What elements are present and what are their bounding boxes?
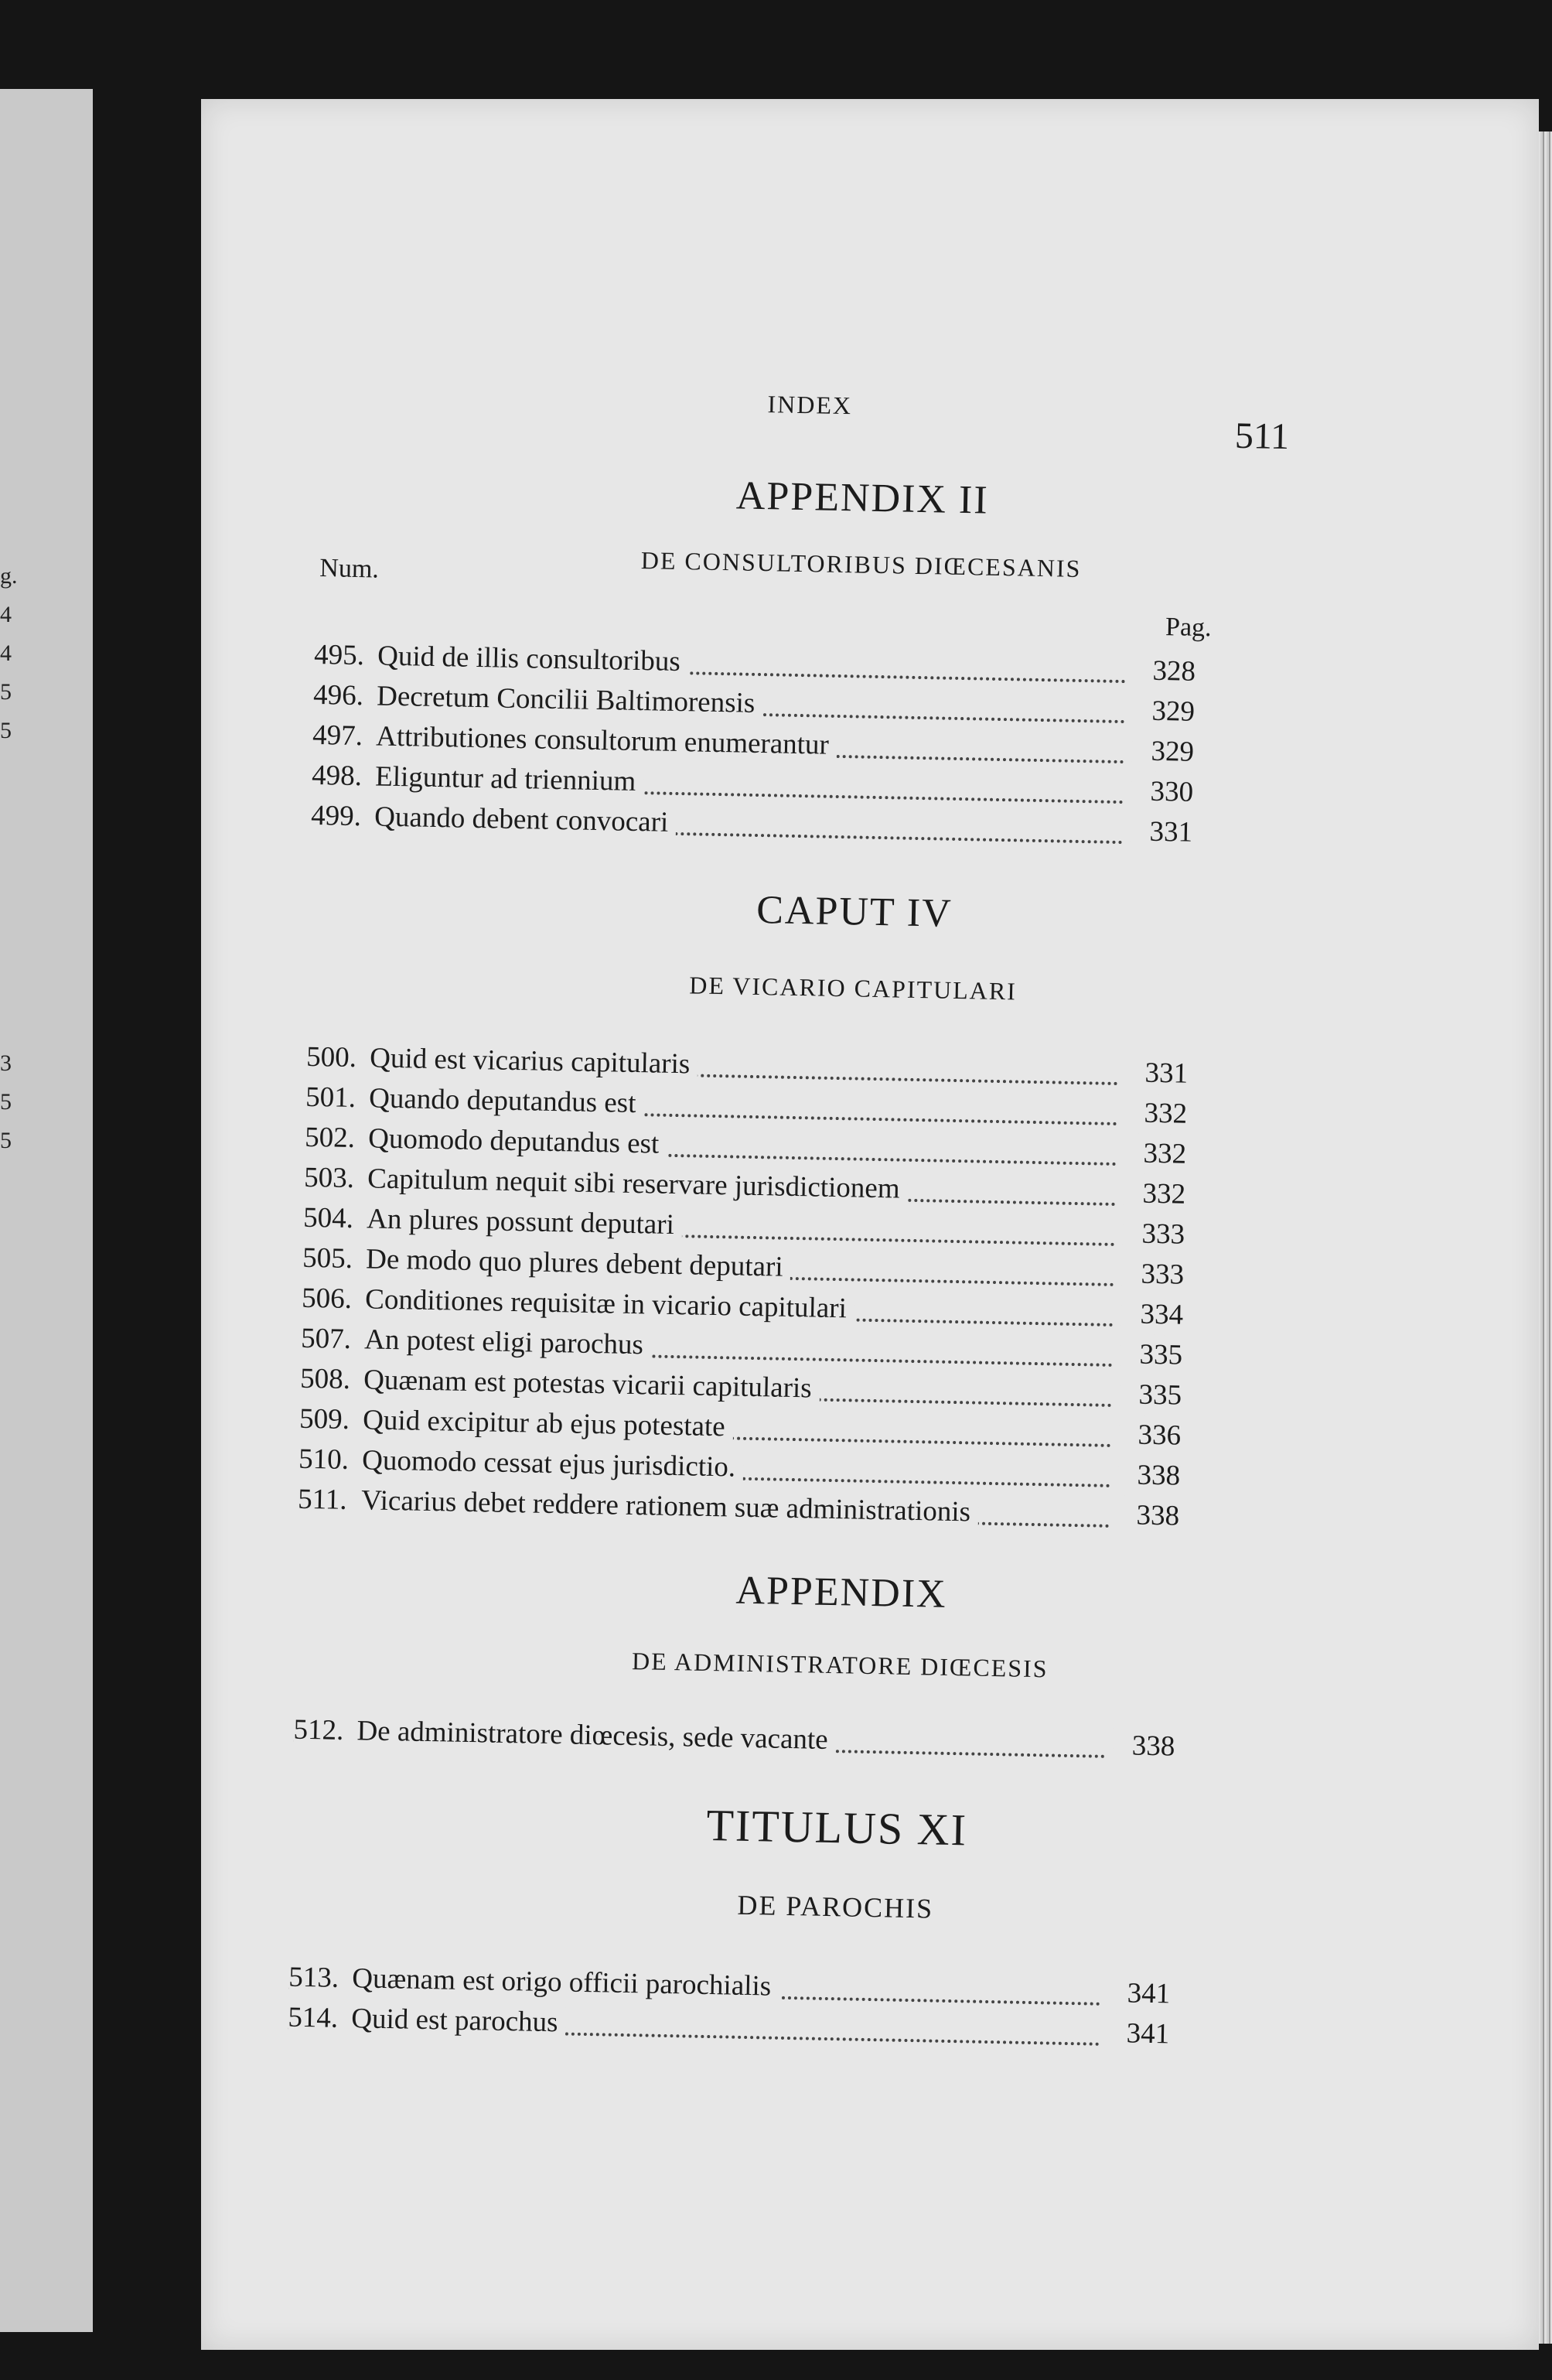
section-heading: APPENDIX bbox=[735, 1568, 948, 1617]
entry-title: Quomodo cessat ejus jurisdictio. bbox=[361, 1444, 736, 1484]
entry-page: 335 bbox=[1120, 1374, 1182, 1416]
entry-number: 504. bbox=[302, 1201, 354, 1235]
entry-number: 498. bbox=[311, 759, 363, 793]
page-number: 511 bbox=[1234, 415, 1290, 458]
entry-page: 335 bbox=[1121, 1334, 1183, 1376]
entry-number: 512. bbox=[293, 1713, 344, 1747]
entry-title: Quando deputandus est bbox=[368, 1082, 636, 1120]
entry-title: Quomodo deputandus est bbox=[367, 1122, 660, 1160]
facing-page-edge bbox=[0, 89, 93, 2332]
entry-page: 336 bbox=[1119, 1415, 1182, 1456]
num-column-label: Num. bbox=[319, 554, 380, 584]
entry-page: 328 bbox=[1134, 650, 1196, 692]
pag-column-label: Pag. bbox=[1165, 613, 1212, 643]
entry-number: 507. bbox=[300, 1322, 352, 1356]
section-subheading: DE ADMINISTRATORE DIŒCESIS bbox=[631, 1647, 1049, 1683]
entry-number: 506. bbox=[301, 1282, 353, 1316]
entry-title: Quænam est origo officii parochialis bbox=[351, 1962, 772, 2003]
facing-page-mark: 4 bbox=[0, 602, 12, 627]
entry-number: 497. bbox=[312, 719, 363, 753]
facing-page-mark: g. bbox=[0, 563, 18, 589]
entry-number: 514. bbox=[288, 2001, 339, 2034]
facing-page-mark: 3 bbox=[0, 1050, 12, 1076]
entry-title: Attributiones consultorum enumerantur bbox=[375, 720, 830, 761]
entry-page: 338 bbox=[1113, 1726, 1175, 1767]
entry-title: De administratore diœcesis, sede vacante bbox=[356, 1715, 829, 1756]
entry-page: 332 bbox=[1124, 1133, 1187, 1175]
entry-title: An potest eligi parochus bbox=[363, 1323, 644, 1361]
facing-page-mark: 5 bbox=[0, 1128, 12, 1153]
entry-page: 338 bbox=[1118, 1455, 1181, 1497]
entry-title: Capitulum nequit sibi reservare jurisdictionem bbox=[367, 1163, 900, 1205]
entry-page: 329 bbox=[1133, 691, 1196, 732]
entry-title: Vicarius debet reddere rationem suæ administrationis bbox=[360, 1484, 971, 1528]
entry-page: 331 bbox=[1131, 811, 1193, 853]
entry-title: Decretum Concilii Baltimorensis bbox=[376, 680, 756, 719]
entry-page: 331 bbox=[1126, 1053, 1189, 1094]
running-title: INDEX bbox=[767, 390, 853, 420]
entry-number: 509. bbox=[298, 1402, 350, 1436]
section-heading: CAPUT IV bbox=[756, 887, 953, 936]
entry-number: 508. bbox=[299, 1362, 351, 1396]
entry-title: Eliguntur ad triennium bbox=[374, 760, 636, 797]
entry-page: 329 bbox=[1132, 731, 1195, 773]
book-page bbox=[201, 99, 1539, 2350]
entry-number: 499. bbox=[310, 799, 362, 833]
entry-title: Quid est vicarius capitularis bbox=[369, 1042, 691, 1081]
entry-title: De modo quo plures debent deputari bbox=[365, 1243, 783, 1283]
section-subheading: DE PAROCHIS bbox=[737, 1889, 934, 1924]
entry-number: 495. bbox=[313, 638, 365, 672]
entry-page: 341 bbox=[1108, 1973, 1171, 2015]
facing-page-mark: 5 bbox=[0, 718, 12, 743]
entry-page: 334 bbox=[1121, 1294, 1184, 1336]
entry-title: Conditiones requisitæ in vicario capitulari bbox=[364, 1283, 848, 1325]
entry-page: 333 bbox=[1122, 1254, 1185, 1296]
entry-page: 332 bbox=[1124, 1173, 1186, 1215]
facing-page-mark: 5 bbox=[0, 1089, 12, 1115]
entry-title: Quid de illis consultoribus bbox=[377, 640, 681, 678]
entry-number: 513. bbox=[288, 1961, 339, 1994]
index-entry bbox=[293, 1710, 1175, 1767]
facing-page-mark: 5 bbox=[0, 679, 12, 705]
entry-title: Quando debent convocari bbox=[374, 801, 669, 838]
entry-page: 330 bbox=[1131, 771, 1194, 813]
page-content bbox=[158, 99, 1539, 2375]
facing-page-mark: 4 bbox=[0, 640, 12, 666]
section-heading: APPENDIX II bbox=[735, 473, 990, 523]
entry-page: 338 bbox=[1117, 1495, 1180, 1537]
entry-number: 503. bbox=[303, 1161, 355, 1195]
entry-number: 496. bbox=[312, 678, 364, 712]
entry-title: Quid est parochus bbox=[351, 2003, 558, 2039]
entry-number: 500. bbox=[305, 1040, 357, 1074]
entry-page: 333 bbox=[1123, 1214, 1185, 1255]
entry-number: 511. bbox=[297, 1483, 348, 1516]
section-subheading: DE VICARIO CAPITULARI bbox=[688, 971, 1018, 1006]
entry-number: 505. bbox=[302, 1241, 353, 1275]
section-subheading: DE CONSULTORIBUS DIŒCESANIS bbox=[640, 546, 1082, 582]
entry-number: 510. bbox=[298, 1443, 350, 1476]
entry-title: Quid excipitur ab ejus potestate bbox=[362, 1404, 726, 1443]
entry-number: 501. bbox=[305, 1081, 356, 1115]
entry-title: An plures possunt deputari bbox=[366, 1203, 675, 1241]
entry-number: 502. bbox=[304, 1121, 356, 1155]
section-heading: TITULUS XI bbox=[705, 1799, 968, 1856]
entry-title: Quænam est potestas vicarii capitularis bbox=[363, 1364, 813, 1405]
entry-page: 332 bbox=[1125, 1093, 1188, 1135]
entry-page: 341 bbox=[1107, 2013, 1170, 2055]
